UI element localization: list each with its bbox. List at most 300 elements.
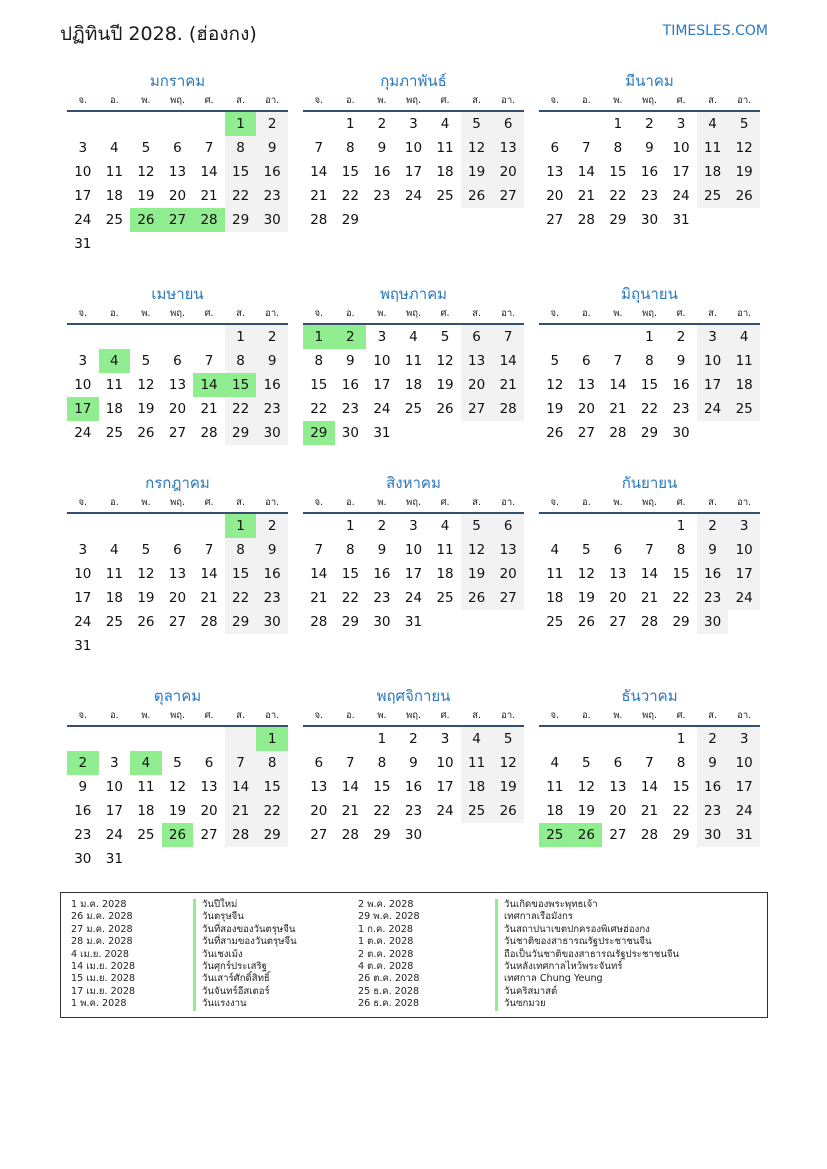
- page-title: ปฏิทินปี 2028. (ฮ่องกง): [60, 23, 257, 45]
- legend-date: 1 ก.ค. 2028: [358, 923, 413, 935]
- day-cell: 17: [436, 779, 454, 795]
- weekday-label: ศ.: [676, 308, 686, 319]
- day-cell: 31: [74, 236, 92, 252]
- weekday-header: [67, 305, 288, 325]
- day-cell: 23: [256, 397, 288, 421]
- empty-cell: [335, 727, 367, 751]
- month-name: กรกฎาคม: [145, 474, 210, 492]
- legend-names-right: [495, 899, 679, 1011]
- day-cell: 15: [672, 566, 690, 582]
- day-cell: 10: [404, 542, 423, 558]
- day-cell: 23: [640, 188, 659, 204]
- weekday-label: พ.: [141, 710, 151, 721]
- weekday-label: ศ.: [204, 308, 214, 319]
- day-cell: 14: [310, 566, 328, 582]
- day-cell: 29: [640, 425, 659, 441]
- day-cell: 5: [141, 542, 151, 558]
- day-cell: 23: [373, 590, 391, 606]
- day-cell: 13: [168, 566, 187, 582]
- day-cell: 24: [74, 425, 92, 441]
- holiday-cell: 27: [162, 208, 194, 232]
- day-cell: 20: [609, 803, 627, 819]
- weekday-label: พฤ.: [405, 497, 421, 508]
- legend-date: 2 พ.ค. 2028: [358, 899, 414, 910]
- empty-cell: [571, 325, 603, 349]
- empty-cell: [130, 727, 162, 751]
- day-cell: 2: [697, 727, 729, 751]
- day-cell: 4: [440, 518, 450, 534]
- day-cell: 17: [74, 188, 92, 204]
- weekday-label: พ.: [141, 95, 151, 106]
- day-cell: 27: [461, 397, 493, 421]
- empty-cell: [461, 208, 493, 232]
- legend-holiday-name: วันจันทร์อีสเตอร์: [193, 986, 297, 998]
- day-cell: 3: [728, 727, 760, 751]
- day-cell: 28: [310, 614, 328, 630]
- day-cell: 28: [640, 827, 659, 843]
- day-cell: 24: [404, 590, 423, 606]
- empty-cell: [492, 208, 524, 232]
- day-cell: 13: [168, 164, 187, 180]
- day-cell: 22: [225, 184, 257, 208]
- empty-cell: [99, 727, 131, 751]
- day-cell: 5: [492, 727, 524, 751]
- legend-date: 17 เม.ย. 2028: [71, 985, 136, 997]
- month-name: พฤษภาคม: [379, 285, 448, 303]
- empty-cell: [67, 325, 99, 349]
- weekday-label: จ.: [314, 497, 324, 508]
- day-cell: 9: [377, 542, 387, 558]
- day-cell: 1: [346, 518, 355, 534]
- day-cell: 11: [137, 779, 155, 795]
- day-cell: 16: [74, 803, 92, 819]
- day-cell: 16: [640, 164, 659, 180]
- empty-cell: [602, 514, 634, 538]
- day-cell: 1: [225, 325, 257, 349]
- weekday-label: จ.: [550, 308, 560, 319]
- day-cell: 4: [461, 727, 493, 751]
- day-cell: 28: [341, 827, 359, 843]
- day-cell: 20: [546, 188, 564, 204]
- day-cell: 25: [461, 799, 493, 823]
- day-grid: [303, 514, 524, 634]
- weekday-header: [67, 707, 288, 727]
- day-grid: [67, 112, 288, 256]
- day-cell: 8: [346, 542, 355, 558]
- weekday-header: [539, 707, 760, 727]
- day-cell: 7: [645, 542, 654, 558]
- empty-cell: [99, 514, 131, 538]
- day-cell: 6: [582, 353, 591, 369]
- day-cell: 19: [436, 377, 454, 393]
- day-cell: 14: [200, 566, 218, 582]
- month-block: [539, 472, 760, 634]
- day-cell: 22: [609, 188, 627, 204]
- day-cell: 31: [728, 823, 760, 847]
- holiday-cell: 15: [225, 373, 257, 397]
- weekday-label: พฤ.: [641, 497, 657, 508]
- legend-holiday-name: วันเชงเม้ง: [193, 949, 297, 961]
- day-cell: 6: [173, 542, 182, 558]
- empty-cell: [130, 634, 162, 658]
- day-cell: 22: [672, 803, 690, 819]
- holiday-cell: 26: [571, 823, 603, 847]
- day-cell: 18: [697, 160, 729, 184]
- day-cell: 18: [105, 188, 123, 204]
- day-cell: 6: [173, 140, 182, 156]
- month-block: [303, 685, 524, 847]
- day-cell: 18: [436, 566, 454, 582]
- empty-cell: [697, 208, 729, 232]
- day-cell: 4: [550, 542, 560, 558]
- day-cell: 2: [256, 325, 288, 349]
- day-cell: 30: [256, 208, 288, 232]
- holiday-cell: 14: [193, 373, 225, 397]
- day-cell: 10: [74, 566, 92, 582]
- day-cell: 16: [404, 779, 423, 795]
- day-cell: 18: [137, 803, 155, 819]
- day-cell: 18: [728, 373, 760, 397]
- day-cell: 19: [492, 775, 524, 799]
- day-cell: 21: [609, 401, 627, 417]
- day-cell: 16: [256, 562, 288, 586]
- day-cell: 16: [341, 377, 359, 393]
- legend-date: 26 ต.ค. 2028: [358, 973, 420, 985]
- empty-cell: [539, 514, 571, 538]
- empty-cell: [193, 232, 225, 256]
- day-cell: 9: [645, 140, 654, 156]
- day-cell: 5: [728, 112, 760, 136]
- month-name: สิงหาคม: [386, 474, 441, 492]
- day-cell: 11: [105, 566, 123, 582]
- weekday-label: อ.: [581, 497, 591, 508]
- weekday-label: พฤ.: [169, 710, 185, 721]
- empty-cell: [461, 823, 493, 847]
- day-cell: 3: [409, 518, 418, 534]
- weekday-label: ศ.: [440, 95, 450, 106]
- day-cell: 2: [256, 112, 288, 136]
- month-block: [303, 472, 524, 634]
- legend-dates-right: [358, 899, 420, 1011]
- empty-cell: [539, 727, 571, 751]
- day-cell: 1: [377, 731, 387, 747]
- day-cell: 30: [404, 827, 423, 843]
- day-cell: 23: [697, 586, 729, 610]
- day-cell: 2: [676, 329, 686, 345]
- site-link[interactable]: TIMESLES.COM: [662, 23, 768, 39]
- empty-cell: [256, 847, 288, 871]
- empty-cell: [492, 610, 524, 634]
- day-cell: 2: [377, 518, 387, 534]
- holiday-cell: 1: [303, 325, 335, 349]
- day-cell: 20: [492, 160, 524, 184]
- weekday-label: ศ.: [676, 497, 686, 508]
- day-cell: 22: [225, 397, 257, 421]
- weekday-label: พ.: [141, 497, 151, 508]
- weekday-label: จ.: [550, 497, 560, 508]
- month-block: [67, 685, 288, 871]
- day-cell: 13: [609, 566, 627, 582]
- empty-cell: [162, 232, 194, 256]
- weekday-label: อ.: [109, 710, 119, 721]
- weekday-label: พ.: [377, 308, 387, 319]
- weekday-label: อา.: [501, 710, 516, 721]
- day-cell: 10: [728, 751, 760, 775]
- legend-holiday-name: วันเกิดของพระพุทธเจ้า: [495, 899, 679, 911]
- day-grid: [67, 727, 288, 871]
- day-cell: 12: [728, 136, 760, 160]
- day-cell: 17: [105, 803, 123, 819]
- empty-cell: [429, 823, 461, 847]
- day-cell: 26: [137, 425, 155, 441]
- day-cell: 14: [577, 164, 595, 180]
- legend-date: 1 ต.ค. 2028: [358, 936, 414, 948]
- weekday-label: อ.: [581, 95, 591, 106]
- holiday-legend: [60, 892, 768, 1018]
- day-cell: 29: [225, 208, 257, 232]
- day-cell: 2: [377, 116, 387, 132]
- day-cell: 3: [78, 353, 88, 369]
- weekday-header: [539, 92, 760, 112]
- day-cell: 16: [373, 164, 391, 180]
- weekday-label: ส.: [236, 710, 245, 721]
- day-cell: 19: [577, 803, 595, 819]
- day-cell: 11: [436, 140, 454, 156]
- month-name: ธันวาคม: [621, 687, 678, 705]
- weekday-label: พฤ.: [641, 95, 657, 106]
- day-cell: 29: [373, 827, 391, 843]
- weekday-label: พ.: [613, 710, 623, 721]
- empty-cell: [193, 847, 225, 871]
- day-cell: 17: [404, 164, 423, 180]
- legend-holiday-name: วันหลังเทศกาลไหว้พระจันทร์: [495, 961, 679, 973]
- day-cell: 22: [256, 799, 288, 823]
- weekday-label: ส.: [472, 95, 481, 106]
- legend-date: 27 ม.ค. 2028: [71, 923, 133, 935]
- day-cell: 8: [225, 349, 257, 373]
- empty-cell: [193, 325, 225, 349]
- day-cell: 8: [225, 136, 257, 160]
- day-cell: 4: [440, 116, 450, 132]
- day-cell: 20: [168, 188, 187, 204]
- day-cell: 26: [492, 799, 524, 823]
- weekday-label: อา.: [737, 710, 752, 721]
- day-cell: 4: [550, 755, 560, 771]
- empty-cell: [398, 421, 430, 445]
- empty-cell: [162, 325, 194, 349]
- day-cell: 3: [78, 140, 88, 156]
- day-cell: 10: [373, 353, 391, 369]
- legend-date: 2 ต.ค. 2028: [358, 948, 414, 960]
- day-cell: 2: [409, 731, 418, 747]
- day-cell: 29: [609, 212, 627, 228]
- day-cell: 24: [105, 827, 123, 843]
- day-cell: 25: [436, 590, 454, 606]
- day-cell: 31: [373, 425, 391, 441]
- day-cell: 10: [672, 140, 690, 156]
- day-cell: 3: [697, 325, 729, 349]
- holiday-cell: 17: [67, 397, 99, 421]
- day-cell: 3: [377, 329, 387, 345]
- day-cell: 25: [436, 188, 454, 204]
- day-cell: 31: [672, 212, 690, 228]
- day-cell: 10: [105, 779, 123, 795]
- day-cell: 18: [105, 401, 123, 417]
- weekday-label: อา.: [737, 95, 752, 106]
- day-cell: 27: [577, 425, 595, 441]
- empty-cell: [429, 208, 461, 232]
- day-cell: 5: [141, 353, 151, 369]
- legend-holiday-name: เทศกาล Chung Yeung: [495, 973, 679, 985]
- day-cell: 12: [137, 164, 155, 180]
- day-cell: 18: [546, 803, 564, 819]
- day-cell: 12: [461, 136, 493, 160]
- day-cell: 17: [74, 590, 92, 606]
- day-cell: 13: [492, 538, 524, 562]
- weekday-label: อา.: [501, 308, 516, 319]
- legend-date: 1 ม.ค. 2028: [71, 899, 127, 910]
- month-block: [539, 283, 760, 445]
- day-grid: [539, 325, 760, 445]
- weekday-label: พฤ.: [405, 710, 421, 721]
- day-cell: 19: [461, 160, 493, 184]
- empty-cell: [162, 634, 194, 658]
- empty-cell: [193, 634, 225, 658]
- day-cell: 5: [440, 329, 450, 345]
- legend-date: 26 ม.ค. 2028: [71, 911, 133, 923]
- day-cell: 22: [341, 590, 359, 606]
- weekday-label: พฤ.: [405, 95, 421, 106]
- weekday-label: จ.: [550, 710, 560, 721]
- weekday-label: จ.: [314, 95, 324, 106]
- empty-cell: [99, 634, 131, 658]
- day-grid: [303, 112, 524, 232]
- legend-holiday-name: วันศุกร์ประเสริฐ: [193, 961, 297, 973]
- weekday-header: [303, 305, 524, 325]
- day-cell: 19: [137, 188, 155, 204]
- empty-cell: [303, 727, 335, 751]
- day-cell: 25: [105, 425, 123, 441]
- day-cell: 14: [609, 377, 627, 393]
- empty-cell: [193, 514, 225, 538]
- day-cell: 26: [461, 586, 493, 610]
- day-cell: 24: [404, 188, 423, 204]
- day-cell: 21: [200, 188, 218, 204]
- empty-cell: [67, 112, 99, 136]
- day-cell: 14: [341, 779, 359, 795]
- weekday-label: อ.: [345, 308, 355, 319]
- day-cell: 16: [256, 373, 288, 397]
- day-cell: 31: [105, 851, 123, 867]
- day-cell: 21: [310, 590, 328, 606]
- empty-cell: [193, 112, 225, 136]
- day-cell: 16: [697, 562, 729, 586]
- day-cell: 5: [461, 514, 493, 538]
- day-cell: 11: [404, 353, 423, 369]
- day-cell: 5: [141, 140, 151, 156]
- legend-holiday-name: วันซกมวย: [495, 998, 679, 1010]
- day-cell: 9: [676, 353, 686, 369]
- day-cell: 3: [110, 755, 119, 771]
- day-cell: 21: [640, 803, 659, 819]
- weekday-label: พฤ.: [641, 308, 657, 319]
- weekday-label: ศ.: [440, 497, 450, 508]
- day-cell: 23: [74, 827, 92, 843]
- day-cell: 24: [436, 803, 454, 819]
- weekday-label: พ.: [613, 497, 623, 508]
- weekday-label: ส.: [708, 497, 717, 508]
- day-cell: 25: [404, 401, 423, 417]
- holiday-cell: 25: [539, 823, 571, 847]
- day-cell: 7: [346, 755, 355, 771]
- day-cell: 9: [346, 353, 355, 369]
- day-cell: 30: [697, 610, 729, 634]
- empty-cell: [303, 514, 335, 538]
- day-cell: 6: [550, 140, 560, 156]
- day-cell: 23: [404, 803, 423, 819]
- day-cell: 11: [728, 349, 760, 373]
- legend-dates-left: [71, 899, 135, 1011]
- day-cell: 28: [492, 397, 524, 421]
- weekday-label: ส.: [708, 95, 717, 106]
- empty-cell: [634, 514, 666, 538]
- day-cell: 24: [74, 212, 92, 228]
- empty-cell: [429, 421, 461, 445]
- day-cell: 4: [110, 140, 119, 156]
- legend-holiday-name: วันเสาร์ศักดิ์สิทธิ์: [193, 973, 297, 985]
- day-cell: 9: [256, 349, 288, 373]
- holiday-cell: 4: [99, 349, 131, 373]
- weekday-label: พฤ.: [169, 95, 185, 106]
- day-cell: 8: [676, 755, 686, 771]
- day-cell: 30: [256, 610, 288, 634]
- day-cell: 30: [74, 851, 92, 867]
- day-cell: 30: [256, 421, 288, 445]
- day-cell: 18: [105, 590, 123, 606]
- day-cell: 12: [461, 538, 493, 562]
- day-cell: 2: [645, 116, 654, 132]
- day-cell: 16: [256, 160, 288, 184]
- day-cell: 27: [168, 614, 187, 630]
- day-cell: 29: [256, 823, 288, 847]
- day-cell: 21: [310, 188, 328, 204]
- day-cell: 9: [256, 136, 288, 160]
- day-cell: 24: [697, 397, 729, 421]
- weekday-label: พ.: [377, 95, 387, 106]
- weekday-label: อ.: [345, 497, 355, 508]
- day-cell: 26: [577, 614, 595, 630]
- empty-cell: [398, 208, 430, 232]
- day-cell: 19: [461, 562, 493, 586]
- month-name: ตุลาคม: [153, 687, 202, 705]
- day-grid: [539, 514, 760, 634]
- day-cell: 10: [697, 349, 729, 373]
- day-cell: 6: [314, 755, 324, 771]
- day-cell: 11: [697, 136, 729, 160]
- day-cell: 1: [613, 116, 623, 132]
- day-cell: 15: [373, 779, 391, 795]
- holiday-cell: 26: [162, 823, 194, 847]
- day-cell: 25: [697, 184, 729, 208]
- empty-cell: [130, 325, 162, 349]
- day-cell: 27: [609, 614, 627, 630]
- weekday-label: อา.: [737, 497, 752, 508]
- weekday-label: อา.: [501, 95, 516, 106]
- empty-cell: [571, 112, 603, 136]
- day-cell: 11: [461, 751, 493, 775]
- day-cell: 21: [341, 803, 359, 819]
- day-cell: 17: [728, 775, 760, 799]
